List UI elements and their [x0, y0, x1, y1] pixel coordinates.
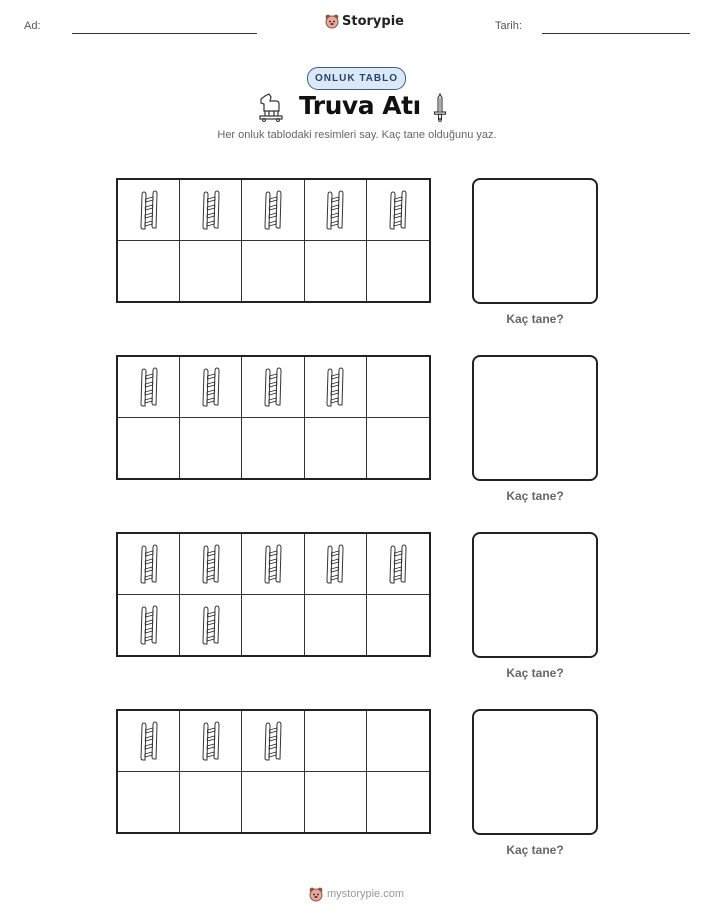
- ten-frame-cell: [367, 241, 429, 302]
- brand-name: Storypie: [342, 13, 404, 29]
- ten-frame-cell: [118, 595, 180, 656]
- brand-logo: [325, 13, 404, 29]
- trojan-horse-icon: [256, 92, 284, 122]
- ten-frame-cell: [242, 418, 304, 479]
- ten-frame-cell: [367, 711, 429, 772]
- ladder-icon: [262, 190, 284, 230]
- ladder-icon: [262, 721, 284, 761]
- answer-box-2[interactable]: [472, 355, 598, 481]
- ten-frame-cell: [180, 772, 242, 833]
- instructions: Her onluk tablodaki resimleri say. Kaç tane olduğunu yaz.: [217, 129, 497, 141]
- answer-box-3[interactable]: [472, 532, 598, 658]
- ten-frame-cell: [305, 711, 367, 772]
- ten-frame-cell: [118, 241, 180, 302]
- ten-frame-cell: [242, 711, 304, 772]
- ten-frame-cell: [367, 180, 429, 241]
- ten-frame-cell: [180, 534, 242, 595]
- sword-icon: [433, 92, 447, 122]
- ten-frame-cell: [242, 180, 304, 241]
- ladder-icon: [200, 190, 222, 230]
- ten-frame-cell: [180, 595, 242, 656]
- ten-frame-1: [116, 178, 431, 303]
- ten-frame-cell: [180, 241, 242, 302]
- ladder-icon: [138, 721, 160, 761]
- answer-box-4[interactable]: [472, 709, 598, 835]
- ten-frame-2: [116, 355, 431, 480]
- name-label: Ad:: [24, 20, 41, 32]
- answer-box-1[interactable]: [472, 178, 598, 304]
- category-badge: ONLUK TABLO: [307, 67, 406, 90]
- ten-frame-cell: [242, 595, 304, 656]
- ladder-icon: [138, 190, 160, 230]
- ten-frame-3: [116, 532, 431, 657]
- ladder-icon: [324, 190, 346, 230]
- ten-frame-cell: [180, 711, 242, 772]
- ten-frame-cell: [118, 180, 180, 241]
- ladder-icon: [138, 605, 160, 645]
- ten-frame-cell: [242, 357, 304, 418]
- ten-frame-cell: [242, 534, 304, 595]
- ten-frame-cell: [367, 534, 429, 595]
- name-line[interactable]: [72, 33, 257, 34]
- footer: [309, 886, 404, 902]
- date-line[interactable]: [542, 33, 690, 34]
- date-label: Tarih:: [495, 20, 522, 32]
- ten-frame-cell: [180, 357, 242, 418]
- ten-frame-cell: [305, 418, 367, 479]
- ten-frame-cell: [118, 418, 180, 479]
- ladder-icon: [262, 367, 284, 407]
- ten-frame-cell: [305, 180, 367, 241]
- ladder-icon: [200, 721, 222, 761]
- ladder-icon: [138, 367, 160, 407]
- ten-frame-cell: [242, 772, 304, 833]
- ladder-icon: [387, 190, 409, 230]
- ten-frame-cell: [367, 357, 429, 418]
- answer-label-4: Kaç tane?: [506, 843, 564, 857]
- ten-frame-cell: [180, 180, 242, 241]
- ten-frame-cell: [118, 534, 180, 595]
- ten-frame-cell: [118, 357, 180, 418]
- ten-frame-cell: [118, 711, 180, 772]
- ten-frame-cell: [305, 595, 367, 656]
- ten-frame-cell: [367, 772, 429, 833]
- answer-label-3: Kaç tane?: [506, 666, 564, 680]
- bear-icon: [325, 13, 339, 29]
- ladder-icon: [200, 367, 222, 407]
- ten-frame-cell: [367, 595, 429, 656]
- ladder-icon: [138, 544, 160, 584]
- answer-label-1: Kaç tane?: [506, 312, 564, 326]
- ladder-icon: [200, 605, 222, 645]
- ladder-icon: [324, 544, 346, 584]
- footer-url: mystorypie.com: [327, 888, 405, 900]
- ten-frame-cell: [180, 418, 242, 479]
- ten-frame-cell: [305, 241, 367, 302]
- ladder-icon: [200, 544, 222, 584]
- ladder-icon: [387, 544, 409, 584]
- page-title: Truva Atı: [299, 91, 421, 120]
- ten-frame-cell: [118, 772, 180, 833]
- ten-frame-cell: [305, 772, 367, 833]
- ladder-icon: [324, 367, 346, 407]
- ten-frame-cell: [305, 534, 367, 595]
- answer-label-2: Kaç tane?: [506, 489, 564, 503]
- ten-frame-cell: [305, 357, 367, 418]
- bear-icon: [309, 886, 323, 902]
- ten-frame-4: [116, 709, 431, 834]
- ten-frame-cell: [242, 241, 304, 302]
- ten-frame-cell: [367, 418, 429, 479]
- ladder-icon: [262, 544, 284, 584]
